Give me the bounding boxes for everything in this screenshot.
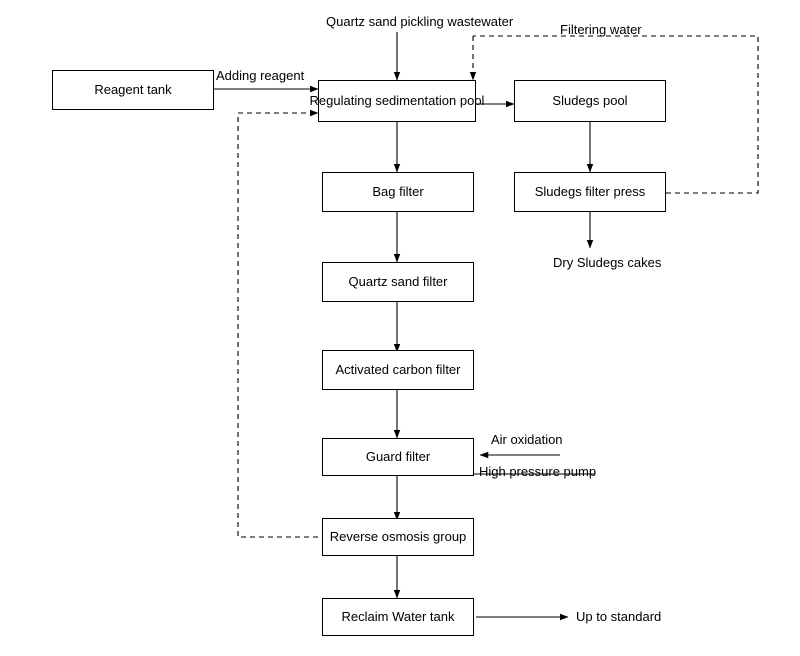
- node-label: Reclaim Water tank: [341, 609, 455, 625]
- node-sludegs-filter-press[interactable]: [514, 172, 666, 212]
- label-filtering-water: Filtering water: [560, 22, 642, 37]
- node-label: Regulating sedimentation pool: [309, 93, 485, 109]
- label-adding-reagent: Adding reagent: [216, 68, 305, 83]
- node-regulating-sedimentation-pool[interactable]: [309, 80, 485, 122]
- node-label: Guard filter: [365, 449, 431, 465]
- node-reclaim-water-tank[interactable]: [322, 598, 474, 636]
- node-guard-filter[interactable]: [322, 438, 474, 476]
- node-label: Reagent tank: [94, 82, 172, 98]
- node-label: Sludegs pool: [552, 93, 628, 109]
- node-label: Bag filter: [372, 184, 424, 200]
- label-dry-sludegs-cakes: Dry Sludegs cakes: [553, 255, 662, 270]
- node-label: Activated carbon filter: [335, 362, 461, 378]
- node-bag-filter[interactable]: [322, 172, 474, 212]
- node-label: Quartz sand filter: [348, 274, 448, 290]
- node-quartz-sand-filter[interactable]: [322, 262, 474, 302]
- node-reagent-tank[interactable]: [52, 70, 214, 110]
- node-activated-carbon-filter[interactable]: [322, 350, 474, 390]
- label-air-oxidation: Air oxidation: [491, 432, 563, 447]
- label-inlet-wastewater: Quartz sand pickling wastewater: [326, 14, 514, 29]
- node-label: Sludegs filter press: [534, 184, 646, 200]
- label-high-pressure-pump: High pressure pump: [479, 464, 597, 479]
- edge-reverse-osmosis-return-to-regulating-pool: [238, 113, 318, 537]
- node-label: Reverse osmosis group: [329, 529, 467, 545]
- node-reverse-osmosis-group[interactable]: [322, 518, 474, 556]
- label-up-to-standard: Up to standard: [576, 609, 662, 624]
- node-sludegs-pool[interactable]: [514, 80, 666, 122]
